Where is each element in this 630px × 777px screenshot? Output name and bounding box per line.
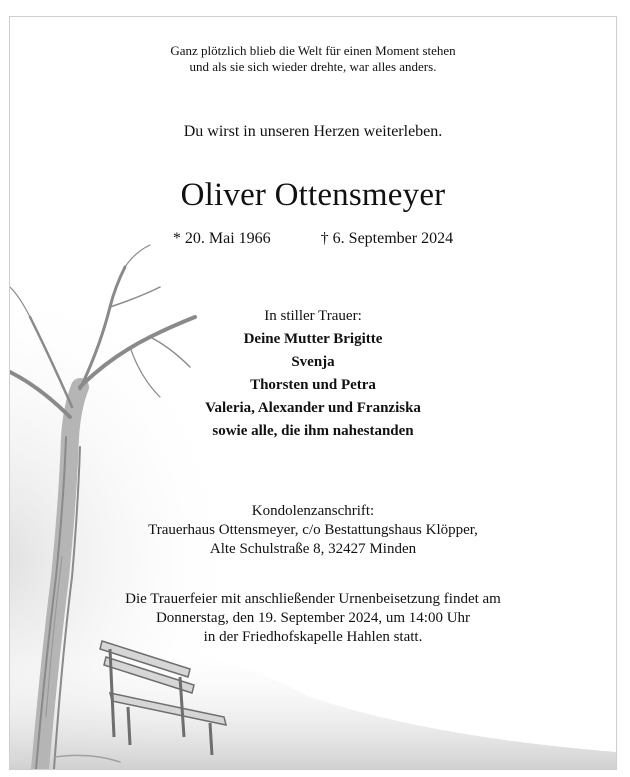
obituary-card [9, 16, 617, 770]
condolence-heading: Kondolenzanschrift: [251, 503, 375, 519]
quote-line-1: Ganz plötzlich blieb die Welt für einen Moment stehen [170, 43, 456, 58]
mourner-name: Svenja [291, 354, 335, 370]
deceased-name: Oliver Ottensmeyer [180, 177, 446, 213]
ground-shading [10, 644, 616, 769]
mourner-name: Thorsten und Petra [250, 377, 376, 393]
ceremony-line-1: Die Trauerfeier mit anschließender Urnenbeisetzung findet am [125, 591, 501, 607]
mourners-block [10, 305, 616, 443]
death-date: † 6. September 2024 [320, 230, 454, 247]
mourner-name: Deine Mutter Brigitte [243, 331, 383, 347]
life-dates [10, 230, 616, 248]
ceremony-details [10, 590, 616, 647]
mourners-intro: In stiller Trauer: [264, 308, 362, 324]
mourner-name: Valeria, Alexander und Franziska [205, 400, 421, 416]
mourner-name: sowie alle, die ihm nahestanden [212, 423, 414, 439]
condolence-line-2: Alte Schulstraße 8, 32427 Minden [209, 541, 417, 557]
quote-line-2: und als sie sich wieder drehte, war alles anders. [189, 59, 437, 74]
condolence-line-1: Trauerhaus Ottensmeyer, c/o Bestattungshaus Klöpper, [148, 522, 478, 538]
opening-quote [10, 43, 616, 75]
ceremony-line-3: in der Friedhofskapelle Hahlen statt. [203, 629, 423, 645]
ceremony-line-2: Donnerstag, den 19. September 2024, um 14:00 Uhr [155, 610, 471, 626]
birth-date: * 20. Mai 1966 [172, 230, 271, 247]
condolence-address [10, 502, 616, 559]
motto: Du wirst in unseren Herzen weiterleben. [183, 123, 443, 140]
